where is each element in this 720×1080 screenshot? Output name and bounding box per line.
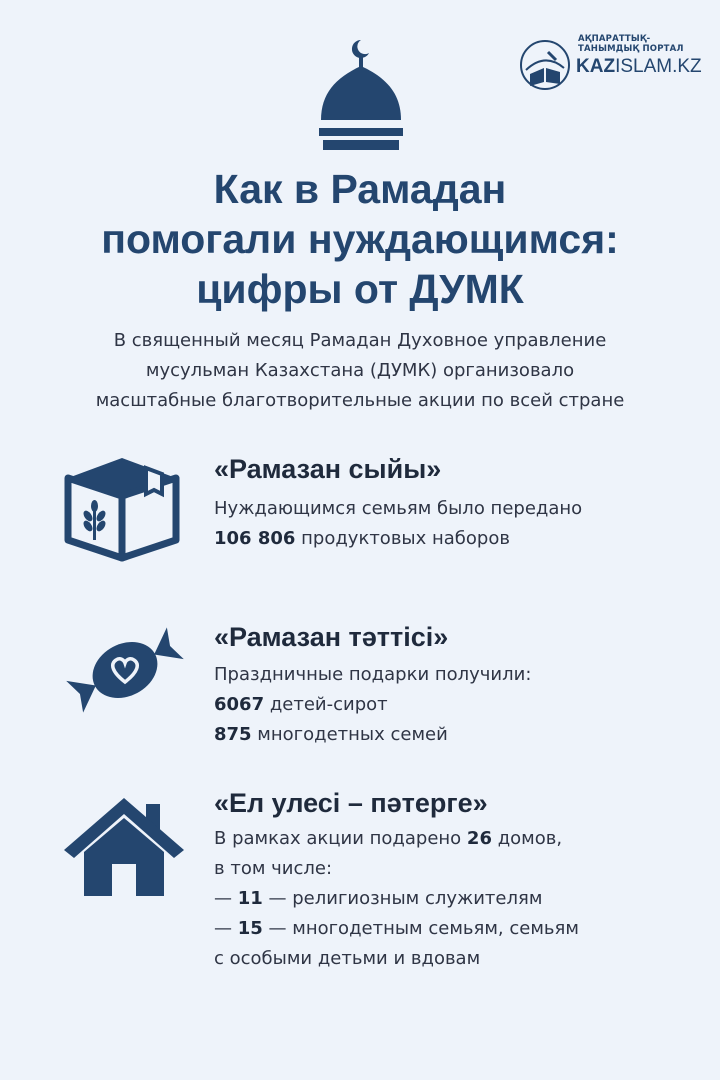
stat-number: 26: [466, 828, 492, 849]
house-icon: [62, 794, 186, 898]
logo-tagline-line2: ТАНЫМДЫҚ ПОРТАЛ: [578, 44, 684, 54]
stat-number: 875: [214, 724, 252, 745]
intro-text: [0, 326, 720, 416]
stat-label: — религиозным служителям: [262, 888, 543, 909]
stat-label: продуктовых наборов: [295, 528, 510, 549]
logo-tagline-line1: АҚПАРАТТЫҚ-: [578, 34, 651, 44]
logo-tagline: [578, 34, 698, 54]
logo-name-rest: ISLAM.KZ: [615, 56, 702, 77]
section-line: Нуждающимся семьям было передано: [214, 498, 583, 519]
section-line: [214, 884, 579, 914]
section-ramazan-syiy: [0, 452, 720, 572]
title-line1: Как в Рамадан: [213, 166, 507, 212]
mosque-dome-icon: [315, 36, 407, 152]
section-line: [214, 690, 531, 720]
title-line2: помогали нуждающимся:: [101, 216, 619, 262]
book-globe-icon: [518, 38, 572, 92]
section-line: [214, 524, 582, 554]
section-body: [214, 494, 582, 554]
section-line: в том числе:: [214, 858, 333, 879]
stat-label: домов,: [491, 828, 563, 849]
section-line: [214, 824, 579, 854]
title-line3: цифры от ДУМК: [196, 266, 524, 312]
section-line: [214, 720, 531, 750]
dash: —: [214, 888, 238, 909]
stat-label: многодетных семей: [251, 724, 448, 745]
section-body: [214, 660, 531, 750]
dash: —: [214, 918, 238, 939]
kazislam-logo: [518, 34, 708, 96]
logo-name: [576, 56, 702, 78]
section-line: с особыми детьми и вдовам: [214, 948, 481, 969]
stat-number: 6067: [214, 694, 265, 715]
intro-line3: масштабные благотворительные акции по всей стране: [95, 390, 625, 411]
stat-label: — многодетным семьям, семьям: [262, 918, 579, 939]
stat-number: 11: [237, 888, 263, 909]
box-icon: [62, 454, 182, 562]
section-title: «Ел улесі – пәтерге»: [214, 788, 488, 818]
stat-label: В рамках акции подарено: [214, 828, 467, 849]
section-title: «Рамазан сыйы»: [214, 454, 442, 484]
logo-name-bold: KAZ: [576, 56, 616, 77]
section-line: Праздничные подарки получили:: [214, 664, 532, 685]
section-title: «Рамазан тәттісі»: [214, 622, 449, 652]
candy-icon: [62, 620, 188, 720]
stat-number: 15: [237, 918, 263, 939]
section-el-ulesi: [0, 786, 720, 986]
intro-line2: мусульман Казахстана (ДУМК) организовало: [145, 360, 575, 381]
stat-number: 106 806: [214, 528, 296, 549]
section-ramazan-tattisi: [0, 620, 720, 760]
section-line: [214, 914, 579, 944]
section-body: [214, 824, 579, 974]
intro-line1: В священный месяц Рамадан Духовное управление: [113, 330, 607, 351]
stat-label: детей-сирот: [264, 694, 388, 715]
page-title: [0, 164, 720, 314]
